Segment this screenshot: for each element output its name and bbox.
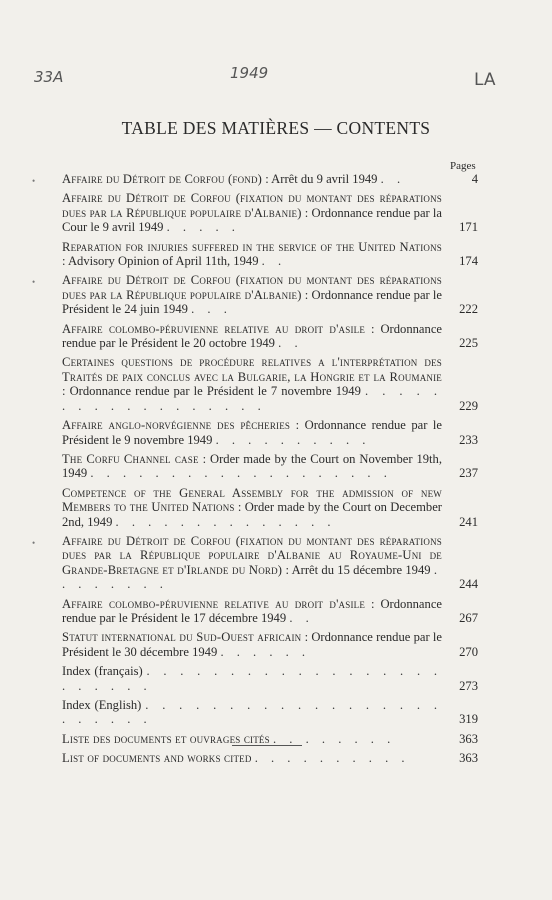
- toc-entry-title: Affaire du Détroit de Corfou (fixation du montant des réparations dues par la République populaire d'Albanie) : Ordonnance rendue par la Cour le 9 avril 1949: [62, 191, 442, 235]
- handwritten-note-right: LA: [474, 70, 496, 90]
- leader-dots: . . . . . . . . . . . . . . . . . .: [62, 384, 443, 413]
- pages-column-label: Pages: [450, 160, 476, 172]
- toc-entry-title: Affaire du Détroit de Corfou (fixation du montant des réparations dues par la République populaire d'Albanie) : Ordonnance rendue par le Président le 24 juin 1949: [62, 273, 442, 317]
- table-of-contents: [32, 172, 478, 771]
- leader-dots: . .: [289, 610, 314, 625]
- leader-dots: . .: [278, 336, 303, 351]
- toc-entry-title: Affaire du Détroit de Corfou (fond) : Arrêt du 9 avril 1949: [62, 172, 378, 186]
- toc-entry-title: Statut international du Sud-Ouest africain : Ordonnance rendue par le Président le 30 décembre 1949: [62, 630, 442, 659]
- leader-dots: . . . . . . . . . . . . . . . . . . . . . . . .: [62, 698, 442, 727]
- leader-dots: . . . . . .: [220, 644, 311, 659]
- toc-entry: [62, 191, 478, 234]
- toc-entry: [62, 664, 478, 693]
- toc-entry-title: Reparation for injuries suffered in the service of the United Nations : Advisory Opinion of April 11th, 1949: [62, 239, 442, 269]
- margin-mark: •: [32, 277, 36, 288]
- toc-entry-title: Competence of the General Assembly for the admission of new Members to the United Nations : Order made by the Court on December 2nd, 1949: [62, 485, 442, 529]
- margin-mark: •: [32, 537, 36, 548]
- closing-rule: [232, 745, 302, 746]
- toc-entry: [62, 355, 478, 413]
- page-title: TABLE DES MATIÈRES — CONTENTS: [121, 118, 431, 138]
- leader-dots: . .: [261, 254, 287, 269]
- toc-page-number: 222: [459, 302, 478, 317]
- toc-entry: [62, 486, 478, 529]
- toc-page-number: 363: [459, 751, 478, 766]
- leader-dots: . . . . . . . . . . . . . .: [115, 514, 336, 529]
- toc-entry: [62, 698, 478, 727]
- toc-entry-title: Affaire anglo-norvégienne des pêcheries : Ordonnance rendue par le Président le 9 novembre 1949: [62, 418, 442, 447]
- toc-page-number: 363: [459, 731, 478, 746]
- leader-dots: . . .: [191, 302, 232, 317]
- toc-entry: [62, 597, 478, 626]
- toc-entry: [62, 630, 478, 659]
- leader-dots: . . . . . . . . . . . . . . . . . . .: [90, 466, 392, 481]
- toc-page-number: 174: [459, 254, 478, 269]
- toc-page-number: 225: [459, 336, 478, 351]
- toc-entry: [62, 452, 478, 481]
- toc-page-number: 270: [459, 644, 478, 659]
- toc-page-number: 267: [459, 610, 478, 625]
- toc-entry: [62, 240, 478, 269]
- leader-dots: . . . . . . . .: [62, 562, 442, 592]
- toc-entry-title: List of documents and works cited: [62, 751, 252, 766]
- toc-entry-title: Index (français): [62, 664, 143, 679]
- toc-page-number: 171: [459, 220, 478, 235]
- leader-dots: . .: [380, 172, 406, 186]
- leader-dots: . . . . . . . . . .: [254, 751, 410, 766]
- leader-dots: . . . . . . . . . .: [215, 432, 371, 447]
- toc-entry-title: Affaire du Détroit de Corfou (fixation du montant des réparations dues par la République populaire d'Albanie au Royaume-Uni de Grande-Bretagne et d'Irlande du Nord) : Arrêt du 15 décembre 1949: [62, 533, 442, 577]
- toc-page-number: 241: [459, 514, 478, 529]
- toc-entry: [32, 273, 478, 317]
- toc-entry: [62, 322, 478, 351]
- toc-entry-title: Affaire colombo-péruvienne relative au droit d'asile : Ordonnance rendue par le Président le 17 décembre 1949: [62, 596, 442, 625]
- toc-page-number: 233: [459, 432, 478, 447]
- leader-dots: . . . . . . . . . . . . . . . . . . . . . . . .: [62, 664, 442, 693]
- toc-page-number: 229: [459, 398, 478, 413]
- handwritten-note-center: 1949: [230, 64, 269, 82]
- toc-entry-title: Liste des documents et ouvrages cités: [62, 731, 270, 746]
- toc-entry-title: Index (English): [62, 698, 142, 712]
- toc-entry-title: Certaines questions de procédure relatives a l'interprétation des Traités de paix conclus avec la Bulgarie, la Hongrie et la Roumanie : Ordonnance rendue par le Président le 7 novembre 1949: [62, 355, 442, 399]
- toc-entry: [62, 418, 478, 447]
- toc-page-number: 4: [471, 172, 478, 186]
- toc-page-number: 244: [459, 577, 478, 592]
- leader-dots: . . . . . . . .: [273, 731, 396, 746]
- toc-page-number: 237: [459, 466, 478, 481]
- leader-dots: . . . . .: [166, 220, 240, 235]
- toc-entry: [62, 751, 478, 765]
- toc-entry-title: Affaire colombo-péruvienne relative au droit d'asile : Ordonnance rendue par le Président le 20 octobre 1949: [62, 321, 442, 351]
- toc-entry: [32, 533, 478, 592]
- toc-entry: [32, 172, 478, 186]
- toc-page-number: 273: [459, 678, 478, 693]
- toc-entry-title: The Corfu Channel case : Order made by the Court on November 19th, 1949: [62, 451, 442, 481]
- margin-mark: •: [32, 176, 36, 186]
- toc-page-number: 319: [459, 712, 478, 727]
- handwritten-note-left: 33A: [34, 68, 64, 86]
